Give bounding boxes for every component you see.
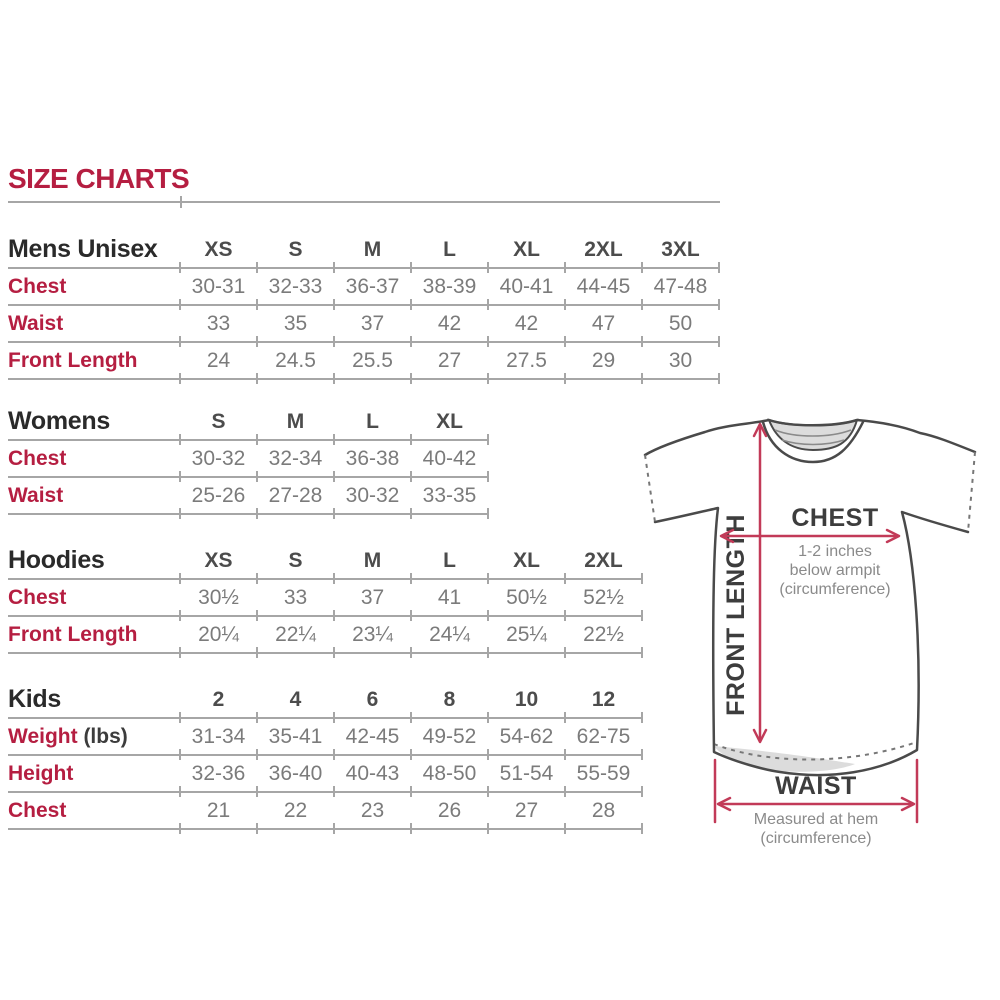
table-row: [8, 441, 488, 478]
size-column-header: L: [334, 404, 411, 439]
size-value: 62-75: [565, 719, 642, 754]
table-row: [8, 269, 719, 306]
size-column-header: M: [334, 543, 411, 578]
measurement-label-text: Chest: [8, 798, 67, 822]
size-value: 35: [257, 306, 334, 341]
size-value: 49-52: [411, 719, 488, 754]
measurement-label: [8, 312, 180, 336]
size-value: 25-26: [180, 478, 257, 513]
size-value: 30: [642, 343, 719, 378]
size-value: 26: [411, 793, 488, 828]
size-value: 27: [488, 793, 565, 828]
size-value: 35-41: [257, 719, 334, 754]
size-value: 27.5: [488, 343, 565, 378]
size-value: 21: [180, 793, 257, 828]
measurement-label: [8, 623, 180, 647]
size-value: 52½: [565, 580, 642, 615]
chest-caption-line3: (circumference): [779, 581, 891, 598]
size-column-header: 12: [565, 682, 642, 717]
table-title: Womens: [8, 407, 110, 435]
size-column-header: 10: [488, 682, 565, 717]
table-title: Mens Unisex: [8, 235, 158, 263]
table-header-row: [8, 404, 488, 441]
size-value: 27-28: [257, 478, 334, 513]
measurement-label-text: Front Length: [8, 348, 138, 372]
size-value: 47: [565, 306, 642, 341]
waist-caption-line1: Measured at hem: [753, 811, 879, 828]
size-column-header: 4: [257, 682, 334, 717]
size-value: 32-33: [257, 269, 334, 304]
size-column-header: S: [180, 404, 257, 439]
measurement-label-text: Chest: [8, 274, 67, 298]
measurement-label: [8, 484, 180, 508]
table-row: [8, 719, 642, 756]
size-value: 44-45: [565, 269, 642, 304]
measurement-label-text: Chest: [8, 446, 67, 470]
measurement-label: [8, 762, 180, 786]
size-value: 20¼: [180, 617, 257, 652]
size-value: 24¼: [411, 617, 488, 652]
measurement-label: [8, 447, 180, 471]
size-value: 23¼: [334, 617, 411, 652]
size-value: 24: [180, 343, 257, 378]
size-table: [8, 682, 642, 830]
size-value: 37: [334, 580, 411, 615]
size-value: 31-34: [180, 719, 257, 754]
measurement-label-text: Height: [8, 761, 74, 785]
size-value: 33: [180, 306, 257, 341]
size-value: 32-34: [257, 441, 334, 476]
size-value: 37: [334, 306, 411, 341]
measurement-label: [8, 349, 180, 373]
size-value: 25¼: [488, 617, 565, 652]
size-column-header: S: [257, 232, 334, 267]
size-value: 40-43: [334, 756, 411, 791]
size-value: 50½: [488, 580, 565, 615]
size-column-header: 2XL: [565, 232, 642, 267]
size-value: 42-45: [334, 719, 411, 754]
size-column-header: 3XL: [642, 232, 719, 267]
size-value: 30½: [180, 580, 257, 615]
table-row: [8, 306, 719, 343]
size-value: 33-35: [411, 478, 488, 513]
size-table: [8, 543, 642, 654]
size-column-header: M: [334, 232, 411, 267]
table-row: [8, 617, 642, 654]
size-value: 27: [411, 343, 488, 378]
size-value: 30-31: [180, 269, 257, 304]
size-value: 23: [334, 793, 411, 828]
size-column-header: XS: [180, 232, 257, 267]
size-value: 22½: [565, 617, 642, 652]
size-value: 30-32: [180, 441, 257, 476]
size-value: 40-42: [411, 441, 488, 476]
size-value: 36-37: [334, 269, 411, 304]
size-value: 36-40: [257, 756, 334, 791]
size-column-header: XS: [180, 543, 257, 578]
waist-label: WAIST: [775, 772, 857, 800]
size-value: 24.5: [257, 343, 334, 378]
chest-caption-line2: below armpit: [789, 562, 881, 579]
table-title: Hoodies: [8, 546, 105, 574]
measurement-label-text: Waist: [8, 483, 64, 507]
size-table: [8, 404, 488, 515]
size-column-header: XL: [488, 543, 565, 578]
size-value: 29: [565, 343, 642, 378]
size-value: 42: [488, 306, 565, 341]
size-value: 25.5: [334, 343, 411, 378]
page-title: SIZE CHARTS: [8, 163, 190, 194]
size-column-header: L: [411, 232, 488, 267]
size-table: [8, 232, 719, 380]
size-value: 32-36: [180, 756, 257, 791]
size-value: 33: [257, 580, 334, 615]
size-column-header: XL: [411, 404, 488, 439]
size-column-header: S: [257, 543, 334, 578]
measurement-label-text: Chest: [8, 585, 67, 609]
size-column-header: 8: [411, 682, 488, 717]
table-row: [8, 756, 642, 793]
size-value: 40-41: [488, 269, 565, 304]
size-value: 48-50: [411, 756, 488, 791]
size-value: 22: [257, 793, 334, 828]
size-column-header: 6: [334, 682, 411, 717]
measurement-label-text: Front Length: [8, 622, 138, 646]
tshirt-diagram: [630, 400, 990, 850]
size-value: 47-48: [642, 269, 719, 304]
table-header-row: [8, 232, 719, 269]
size-value: 36-38: [334, 441, 411, 476]
size-column-header: 2: [180, 682, 257, 717]
measurement-label-text: Waist: [8, 311, 64, 335]
size-column-header: L: [411, 543, 488, 578]
size-column-header: XL: [488, 232, 565, 267]
size-column-header: M: [257, 404, 334, 439]
size-value: 28: [565, 793, 642, 828]
measurement-label-text: Weight: [8, 724, 78, 748]
chest-label: CHEST: [791, 504, 879, 532]
size-value: 38-39: [411, 269, 488, 304]
size-value: 51-54: [488, 756, 565, 791]
table-title: Kids: [8, 685, 61, 713]
table-row: [8, 478, 488, 515]
measurement-label-suffix: (lbs): [77, 724, 128, 748]
size-value: 30-32: [334, 478, 411, 513]
waist-caption-line2: (circumference): [760, 830, 872, 847]
front-length-label: FRONT LENGTH: [722, 514, 750, 716]
measurement-label: [8, 725, 180, 749]
table-row: [8, 580, 642, 617]
measurement-label: [8, 799, 180, 823]
size-value: 55-59: [565, 756, 642, 791]
size-value: 22¼: [257, 617, 334, 652]
measurement-label: [8, 586, 180, 610]
size-column-header: 2XL: [565, 543, 642, 578]
table-header-row: [8, 682, 642, 719]
size-value: 42: [411, 306, 488, 341]
table-row: [8, 343, 719, 380]
size-value: 41: [411, 580, 488, 615]
divider-tick: [180, 196, 182, 208]
table-header-row: [8, 543, 642, 580]
measurement-label: [8, 275, 180, 299]
table-row: [8, 793, 642, 830]
size-value: 54-62: [488, 719, 565, 754]
title-divider: [8, 201, 720, 203]
size-value: 50: [642, 306, 719, 341]
chest-caption-line1: 1-2 inches: [798, 543, 872, 560]
